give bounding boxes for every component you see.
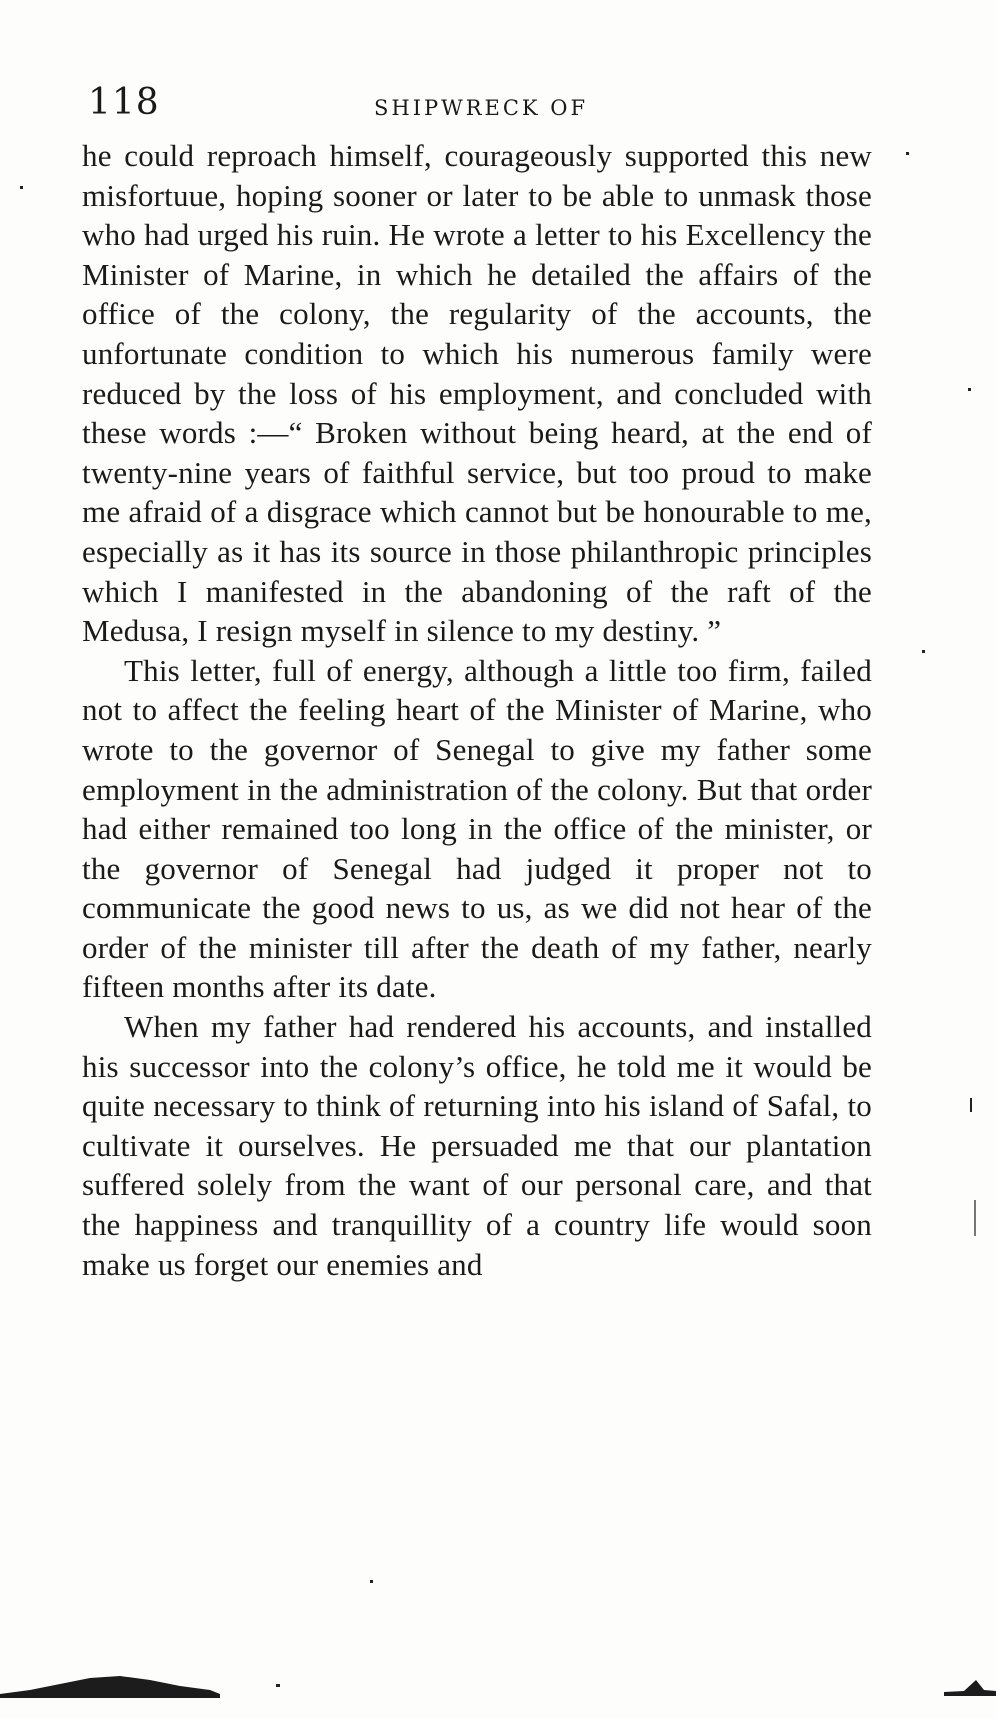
scan-dot bbox=[974, 1200, 976, 1236]
scan-dot bbox=[370, 1580, 373, 1583]
paragraph-3: When my father had rendered his accounts, and installed his successor into the colony’s office, he told me it would be quite necessary to think of returning into his island of Safal, to cultivate it ourselves. He persuaded me that our plantation suffered solely from the want of our personal care, and that the happiness and tranquillity of a country life would soon make us forget our enemies and bbox=[82, 1009, 872, 1282]
body-text bbox=[82, 136, 872, 1284]
paragraph-2: This letter, full of energy, although a little too firm, failed not to affect the feeling heart of the Minister of Marine, who wrote to the governor of Senegal to give my father some employment in the administration of the colony. But that order had either remained too long in the office of the minister, or the governor of Senegal had judged it proper not to communicate the good news to us, as we did not hear of the order of the minister till after the death of my father, nearly fifteen months after its date. bbox=[82, 652, 872, 1005]
scan-dot bbox=[922, 650, 925, 653]
scan-dot bbox=[276, 1684, 280, 1687]
page-number: 118 bbox=[88, 82, 160, 123]
scan-dot bbox=[970, 1098, 972, 1112]
scan-dot bbox=[20, 186, 23, 189]
page-header bbox=[88, 82, 868, 132]
scan-smudge-left bbox=[0, 1668, 220, 1698]
scan-smudge-right bbox=[944, 1676, 996, 1696]
paragraph-1: he could reproach himself, courageously supported this new misfortuue, hoping sooner or later to be able to unmask those who had urged his ruin. He wrote a letter to his Excellency the Minister of Marine, in which he detailed the affairs of the office of the colony, the regularity of the accounts, the unfortunate condition to which his numerous family were reduced by the loss of his employment, and concluded with these words :—“ Broken without being heard, at the end of twenty-nine years of faithful service, but too proud to make me afraid of a disgrace which cannot but be honourable to me, especially as it has its source in those philanthropic principles which I manifested in the abandoning of the raft of the Medusa, I resign myself in silence to my destiny. ” bbox=[82, 138, 872, 649]
scan-dot bbox=[906, 152, 909, 155]
scan-dot bbox=[968, 388, 971, 391]
running-title: SHIPWRECK OF bbox=[374, 96, 589, 120]
